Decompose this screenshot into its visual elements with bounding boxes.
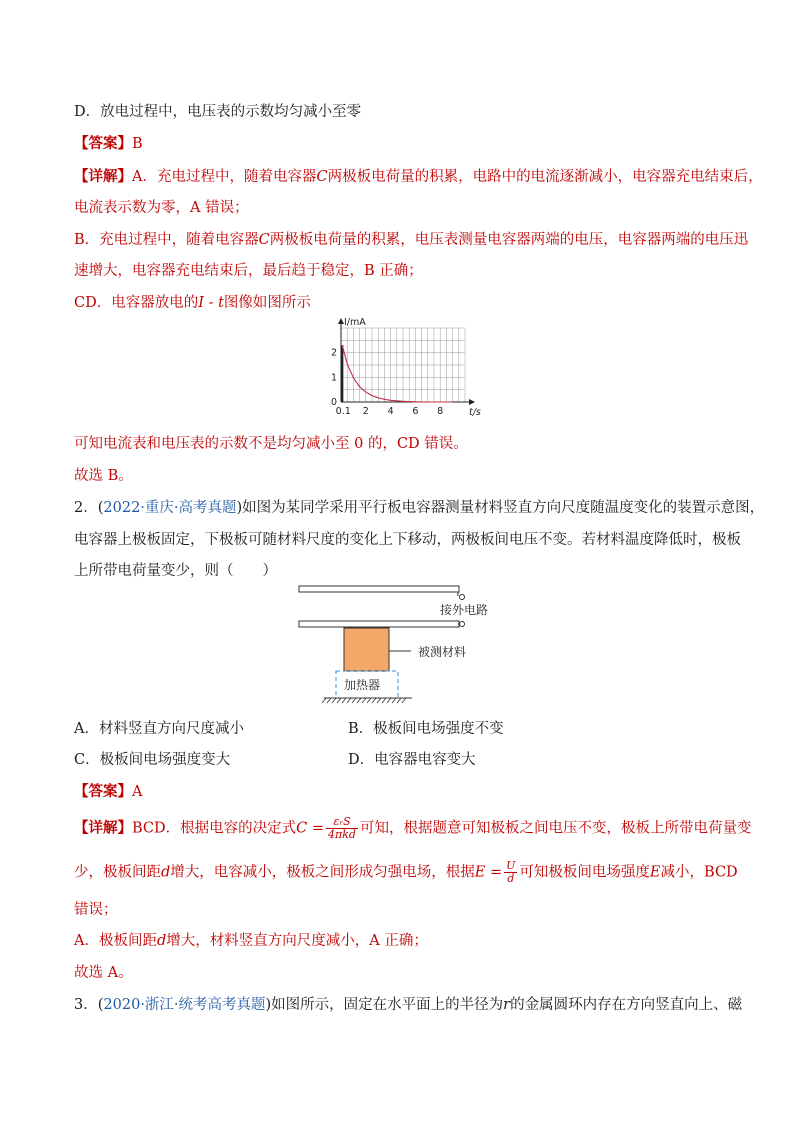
var: I - t [198, 295, 224, 311]
q1-answer [74, 133, 143, 155]
text: B．充电过程中，随着电容器 [74, 232, 259, 248]
q2-detail-3: 错误； [74, 902, 118, 918]
ground-hatch-mark [357, 698, 361, 703]
q2-detail-1 [74, 816, 751, 841]
var: C [316, 169, 328, 185]
var: r [503, 997, 511, 1013]
detail-tag: 【详解】 [74, 168, 132, 185]
text: CD．电容器放电的 [74, 295, 199, 311]
text: A．极板间距 [74, 933, 157, 949]
text: 增大，电容减小，极板之间形成匀强电场，根据 [170, 864, 475, 881]
question-source: 2020·浙江·统考高考真题 [103, 997, 266, 1013]
ground-hatch-mark [397, 698, 401, 703]
q2-stem-3: 上所带电荷量变少，则（ ） [74, 563, 277, 579]
text: 减小，BCD [660, 864, 738, 881]
ground-hatch-mark [387, 698, 391, 703]
x-tick-label: 6 [412, 406, 419, 417]
terminal-top [460, 595, 465, 600]
text: 少，极板间距 [74, 864, 161, 881]
q2-conclusion: 故选 A。 [74, 965, 133, 981]
question-number: 3．( [74, 997, 104, 1013]
ground-hatch-mark [362, 698, 366, 703]
y-tick-label: 1 [330, 372, 337, 384]
text: BCD．根据电容的决定式 [132, 820, 297, 837]
y-tick-label: 2 [330, 347, 337, 359]
ground-hatch [322, 698, 406, 703]
q2-option-d: D．电容器电容变大 [348, 752, 476, 768]
upper-plate [299, 586, 459, 592]
series-line [342, 345, 452, 402]
ground-hatch-mark [352, 698, 356, 703]
x-tick-label: 2 [362, 406, 369, 417]
q1-detail-a [74, 166, 763, 188]
var: E [649, 864, 661, 881]
ground-hatch-mark [327, 698, 331, 703]
text: 两极板电荷量的积累，电压表测量电容器两端的电压，电容器两端的电压迅 [269, 232, 749, 248]
formula-e-lhs: E = [474, 864, 503, 881]
q1-detail-cd [74, 292, 311, 314]
q1-detail-a-cont: 电流表示数为零，A 错误； [74, 200, 249, 216]
discharge-chart [325, 318, 485, 418]
formula-c-num: εᵣS [326, 816, 358, 829]
text: )如图为某同学采用平行板电容器测量材料竖直方向尺度随温度变化的装置示意图， [236, 500, 765, 516]
q2-answer [74, 781, 142, 803]
ground-hatch-mark [337, 698, 341, 703]
x-tick-label: 0.1 [335, 406, 351, 417]
ground-hatch-mark [322, 698, 326, 703]
ground-hatch-mark [377, 698, 381, 703]
formula-c-lhs: C = [296, 820, 325, 837]
q2-option-b: B．极板间电场强度不变 [348, 721, 504, 737]
label-heater: 加热器 [344, 678, 381, 692]
formula-e-num: U [506, 859, 516, 872]
q1-option-d: D．放电过程中，电压表的示数均匀减小至零 [74, 104, 362, 120]
formula-e-fraction [504, 860, 517, 885]
detail-tag: 【详解】 [74, 819, 132, 837]
x-tick-label: 4 [387, 406, 394, 417]
lower-plate [299, 621, 459, 627]
answer-value: B [132, 136, 143, 152]
y-tick-label: 0 [330, 397, 337, 408]
text: 的金属圆环内存在方向竖直向上、磁 [510, 997, 743, 1013]
q2-stem-1 [74, 497, 764, 519]
q2-option-a: A．材料竖直方向尺度减小 [74, 721, 244, 737]
ground-hatch-mark [402, 698, 406, 703]
ground-hatch-mark [332, 698, 336, 703]
capacitor-diagram [296, 584, 516, 714]
text: A．充电过程中，随着电容器 [132, 169, 317, 185]
text: 可知，根据题意可知极板之间电压不变，极板上所带电荷量变 [359, 820, 752, 837]
question-number: 2．( [74, 500, 104, 516]
text: )如图所示，固定在水平面上的半径为 [265, 997, 504, 1013]
answer-tag: 【答案】 [74, 135, 132, 152]
q2-detail-2 [74, 860, 738, 885]
answer-tag: 【答案】 [74, 783, 132, 800]
text: 图像如图所示 [223, 295, 311, 311]
ground-hatch-mark [372, 698, 376, 703]
q1-detail-b-cont: 速增大，电容器充电结束后，最后趋于稳定，B 正确； [74, 263, 423, 279]
label-circuit: 接外电路 [440, 603, 489, 617]
label-material: 被测材料 [418, 645, 467, 659]
q2-stem-2: 电容器上极板固定，下极板可随材料尺度的变化上下移动，两极板间电压不变。若材料温度降低时，极板 [74, 532, 741, 548]
ground-hatch-mark [382, 698, 386, 703]
formula-e-den: d [507, 872, 515, 885]
text: 可知极板间电场强度 [519, 864, 650, 881]
material-block [344, 628, 389, 671]
x-axis-label: t/s [469, 407, 481, 418]
ground-hatch-mark [347, 698, 351, 703]
var: C [258, 232, 270, 248]
ground-hatch-mark [342, 698, 346, 703]
terminal-bottom [460, 622, 465, 627]
formula-c-den: 4πkd [328, 828, 356, 841]
text: 增大，材料竖直方向尺度减小，A 正确； [166, 933, 428, 949]
answer-value: A [132, 784, 143, 800]
y-axis-label: I/mA [344, 318, 366, 328]
q2-option-c: C．极板间电场强度变大 [74, 752, 231, 768]
question-source: 2022·重庆·高考真题 [103, 500, 237, 516]
x-axis-arrow [469, 399, 475, 405]
var: d [161, 864, 171, 881]
ground-hatch-mark [392, 698, 396, 703]
x-tick-label: 8 [437, 406, 444, 417]
formula-c-fraction [326, 816, 358, 841]
q3-stem-1 [74, 994, 742, 1016]
q1-detail-b [74, 229, 748, 251]
ground-hatch-mark [367, 698, 371, 703]
q1-conclusion-2: 故选 B。 [74, 468, 133, 484]
q1-conclusion-1: 可知电流表和电压表的示数不是均匀减小至 0 的，CD 错误。 [74, 436, 468, 452]
text: 两极板电荷量的积累，电路中的电流逐渐减小，电容器充电结束后， [327, 169, 763, 185]
var: d [156, 933, 167, 949]
q2-detail-4 [74, 930, 428, 952]
